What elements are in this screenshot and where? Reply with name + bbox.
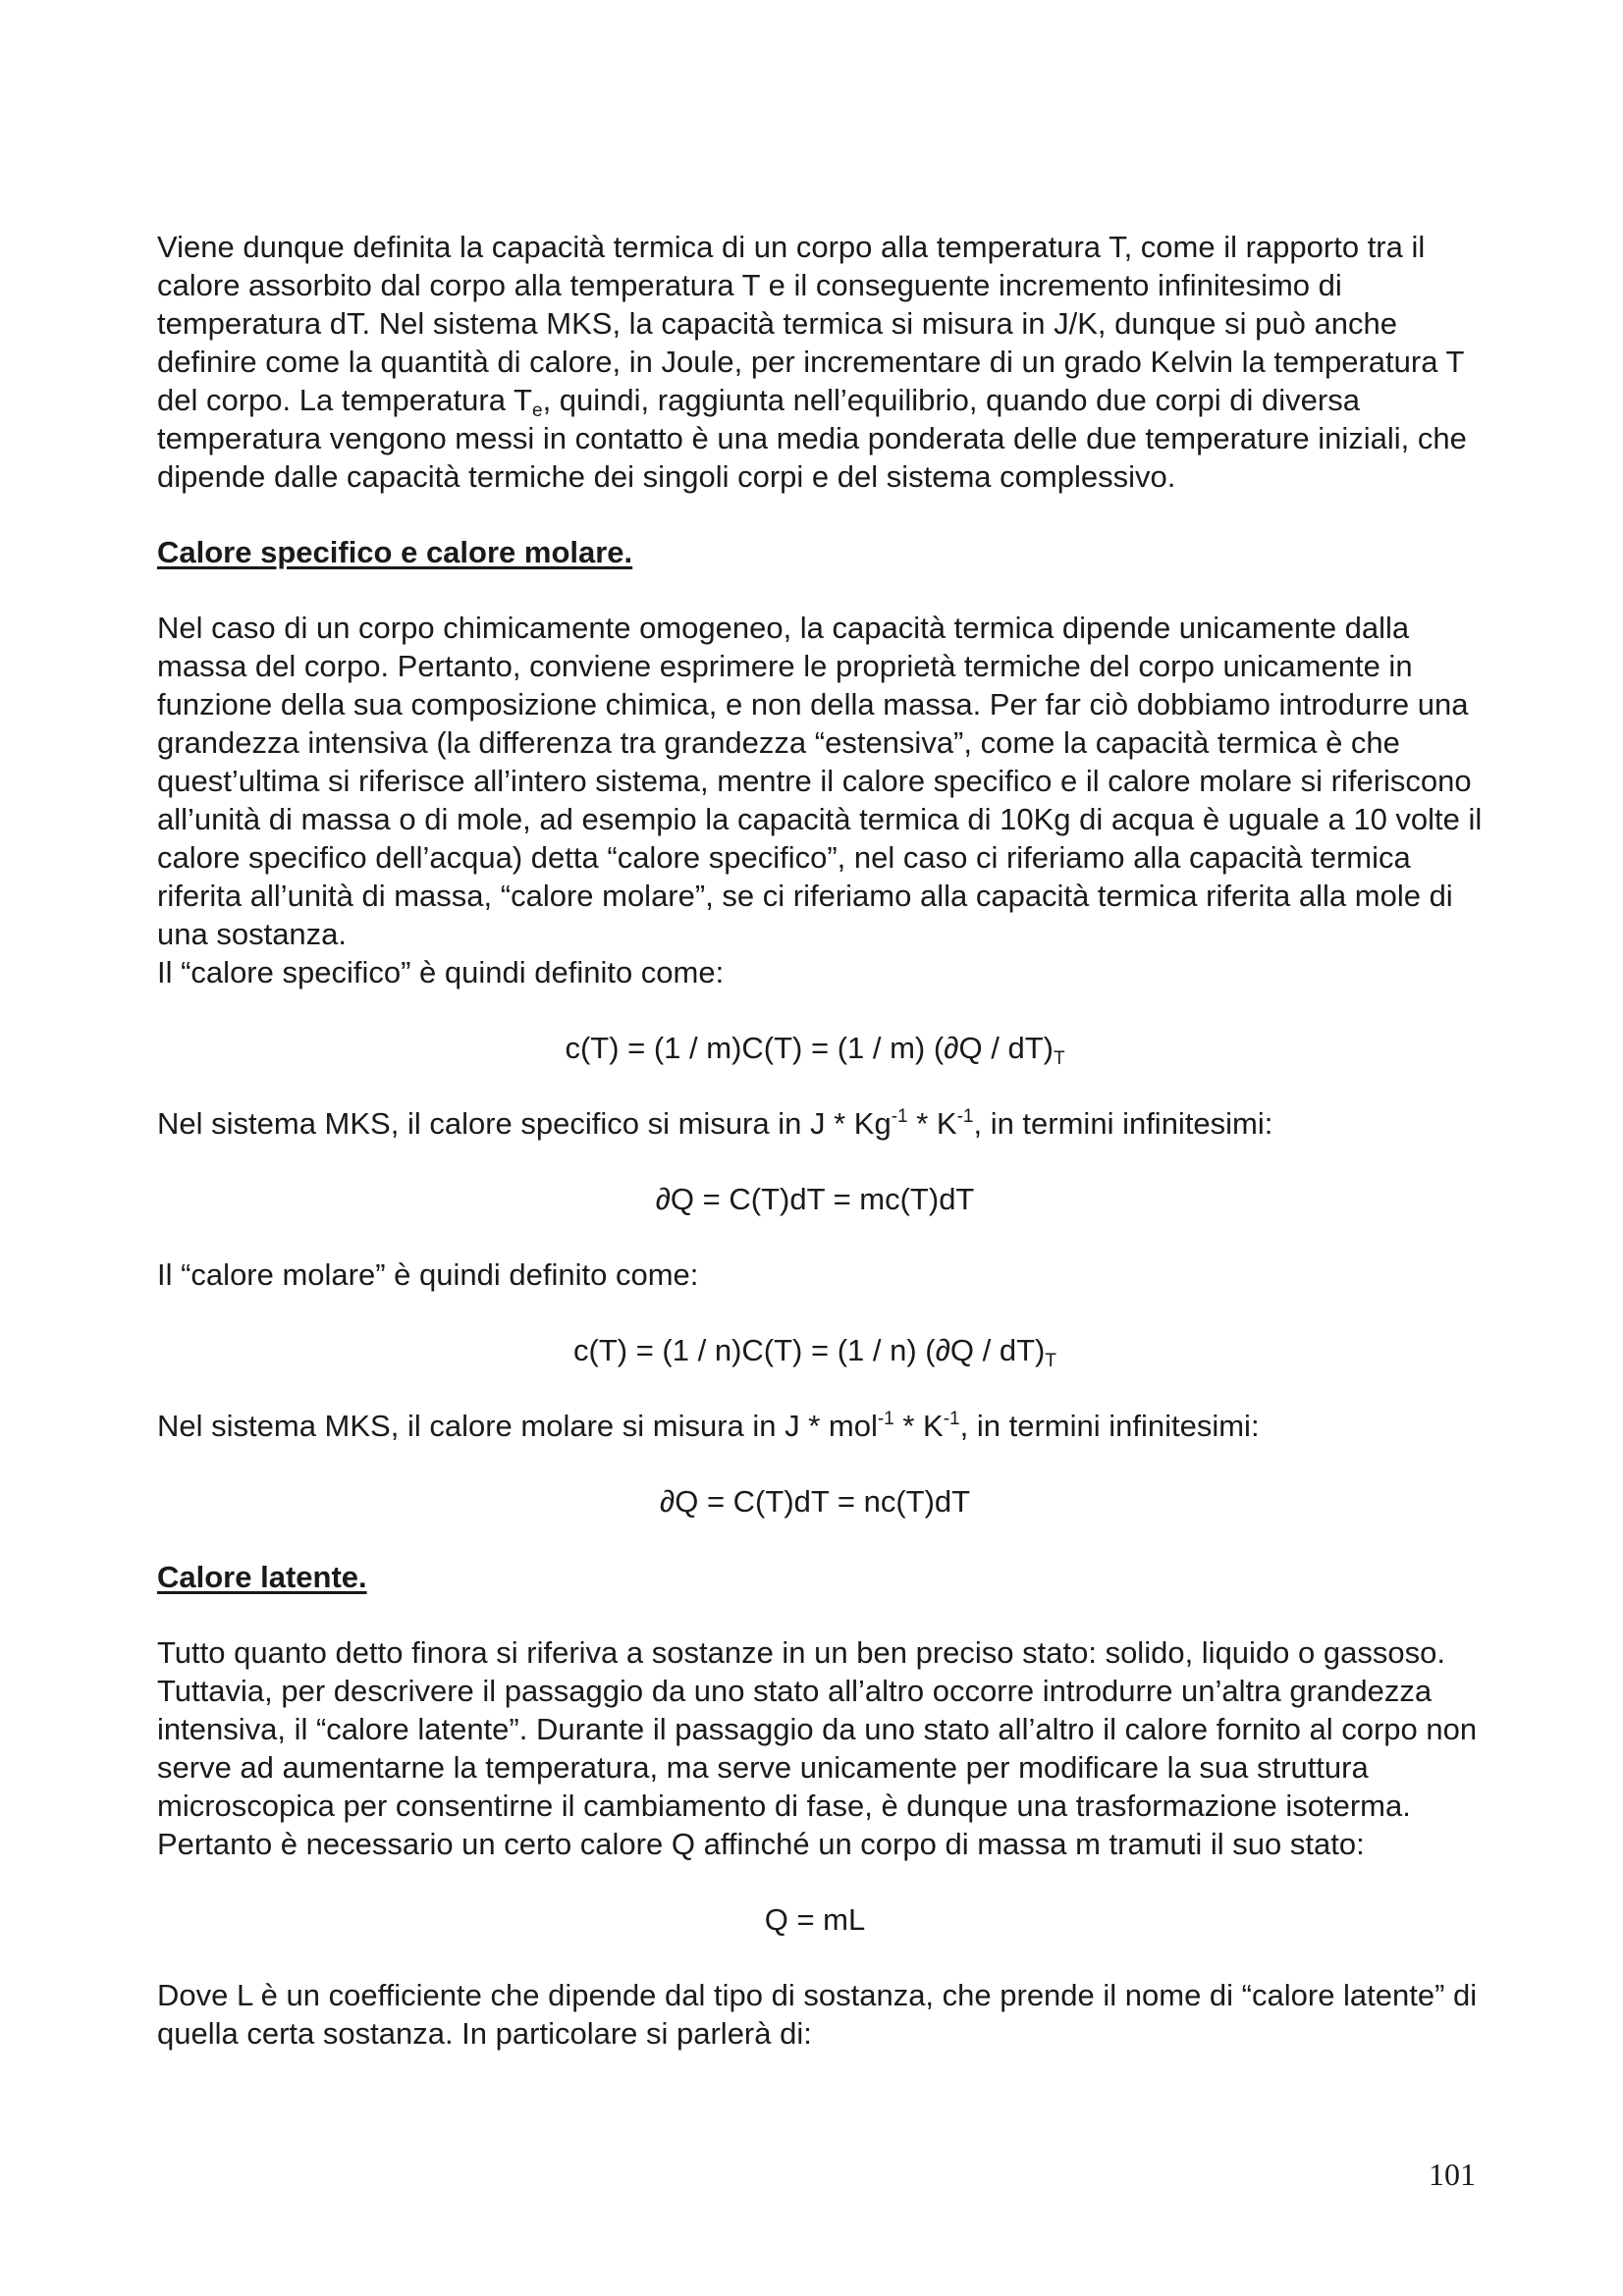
equation-text: c(T) = (1 / n)C(T) = (1 / n) (∂Q / dT): [573, 1333, 1046, 1367]
paragraph-text: Viene dunque definita la capacità termica di un corpo alla temperatura T, come il rapporto tra il calore assorbito dal corpo alla temperatura T e il conseguente incremento infinitesimo di temperatura dT. Nel sistema MKS, la capacità termica si misura in J/K, dunque si può anche definire come la quantità di calore, in Joule, per incrementare di un grado Kelvin la temperatura T del corpo. La temperatura T: [157, 230, 1464, 417]
superscript: -1: [943, 1409, 960, 1429]
paragraph-text-continued: , quindi, raggiunta nell’equilibrio, quando due corpi di diversa temperatura vengono messi in contatto è una media ponderata delle due temperature iniziali, che dipende dalle capacità termiche dei singoli corpi e del sistema complessivo.: [157, 383, 1467, 494]
equation-subscript: T: [1045, 1351, 1056, 1371]
superscript: -1: [877, 1409, 894, 1429]
paragraph-specific-heat-definition: Il “calore specifico” è quindi definito come:: [157, 955, 725, 989]
document-body: [157, 228, 1492, 2053]
equation-specific-heat: [157, 1029, 1473, 1067]
equation-latent-heat: Q = mL: [764, 1902, 866, 1937]
paragraph-heat-capacity: [157, 228, 1492, 496]
equation-subscript: T: [1053, 1048, 1065, 1069]
units-text: Nel sistema MKS, il calore molare si misura in J * mol: [157, 1409, 878, 1443]
units-text: Nel sistema MKS, il calore specifico si misura in J * Kg: [157, 1106, 892, 1141]
superscript: -1: [956, 1106, 974, 1127]
equation-specific-heat-infinitesimal: ∂Q = C(T)dT = mc(T)dT: [655, 1182, 975, 1216]
paragraph-specific-heat-intro: Nel caso di un corpo chimicamente omogeneo, la capacità termica dipende unicamente dalla massa del corpo. Pertanto, conviene esprimere le proprietà termiche del corpo unicamente in funzione della sua composizione chimica, e non della massa. Per far ciò dobbiamo introdurre una grandezza intensiva (la differenza tra grandezza “estensiva”, come la capacità termica è che quest’ultima si riferisce all’intero sistema, mentre il calore specifico e il calore molare si riferiscono all’unità di massa o di mole, ad esempio la capacità termica di 10Kg di acqua è uguale a 10 volte il calore specifico dell’acqua) detta “calore specifico”, nel caso ci riferiamo alla capacità termica riferita all’unità di massa, “calore molare”, se ci riferiamo alla capacità termica riferita alla mole di una sostanza.: [157, 611, 1483, 951]
paragraph-molar-heat-definition: Il “calore molare” è quindi definito come:: [157, 1257, 699, 1292]
section-heading-specific-molar-heat: Calore specifico e calore molare.: [157, 535, 633, 569]
units-text: , in termini infinitesimi:: [973, 1106, 1273, 1141]
equation-molar-heat: [157, 1331, 1473, 1369]
superscript: -1: [891, 1106, 908, 1127]
units-text: * K: [907, 1106, 957, 1141]
units-text: * K: [893, 1409, 944, 1443]
paragraph-specific-heat-units: [157, 1104, 1492, 1143]
paragraph-molar-heat-units: [157, 1407, 1492, 1445]
paragraph-latent-heat: Tutto quanto detto finora si riferiva a sostanze in un ben preciso stato: solido, liquido o gassoso. Tuttavia, per descrivere il passaggio da uno stato all’altro occorre introdurre un’altra grandezza intensiva, il “calore latente”. Durante il passaggio da uno stato all’altro il calore fornito al corpo non serve ad aumentarne la temperatura, ma serve unicamente per modificare la sua struttura microscopica per consentirne il cambiamento di fase, è dunque una trasformazione isoterma. Pertanto è necessario un certo calore Q affinché un corpo di massa m tramuti il suo stato:: [157, 1635, 1478, 1861]
equation-molar-heat-infinitesimal: ∂Q = C(T)dT = nc(T)dT: [659, 1484, 971, 1519]
subscript-e: e: [531, 400, 543, 421]
section-heading-latent-heat: Calore latente.: [157, 1560, 367, 1594]
paragraph-latent-heat-coefficient: Dove L è un coefficiente che dipende dal tipo di sostanza, che prende il nome di “calore latente” di quella certa sostanza. In particolare si parlerà di:: [157, 1978, 1478, 2051]
equation-text: c(T) = (1 / m)C(T) = (1 / m) (∂Q / dT): [565, 1031, 1054, 1065]
units-text: , in termini infinitesimi:: [959, 1409, 1260, 1443]
page-number: 101: [1429, 2157, 1476, 2192]
